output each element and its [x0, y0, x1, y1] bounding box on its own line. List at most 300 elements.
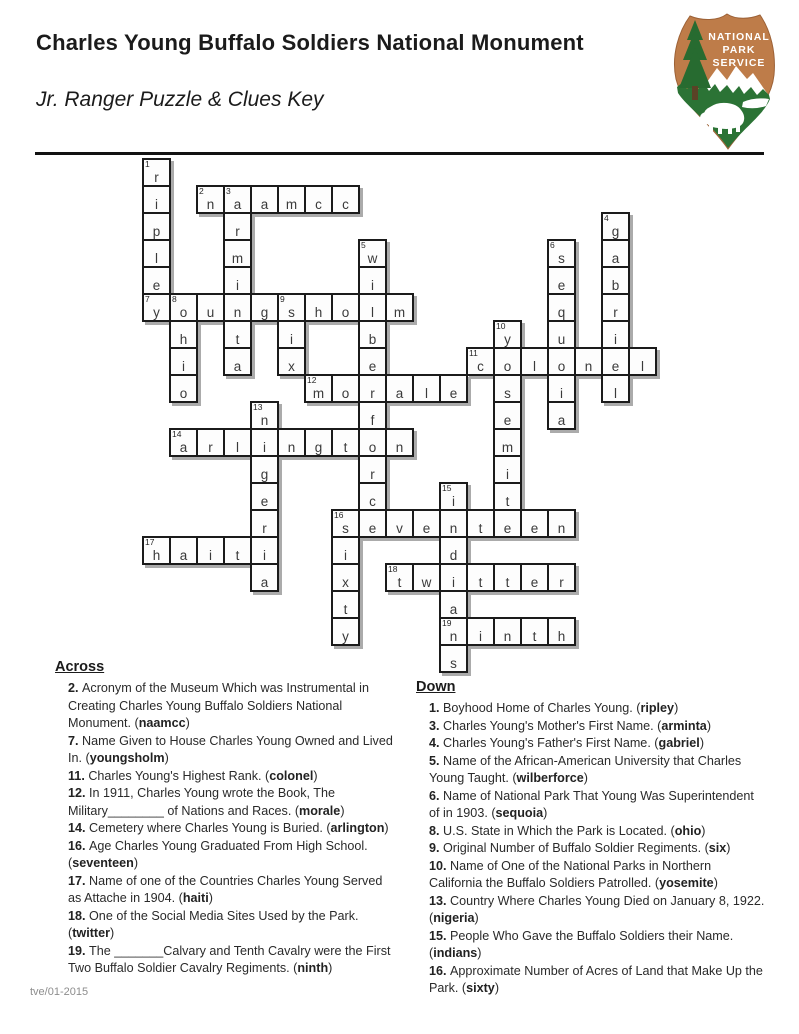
cell-letter: t [343, 439, 348, 455]
clue-close-paren: ) [713, 876, 718, 890]
cell-letter: r [370, 466, 375, 482]
clue-item [68, 908, 397, 943]
page-subtitle: Jr. Ranger Puzzle & Clues Key [36, 88, 324, 111]
clue-text: Boyhood Home of Charles Young. ( [443, 701, 641, 715]
cell-letter: u [557, 331, 566, 347]
grid-cell [439, 644, 468, 673]
clue-text: One of the Social Media Sites Used by the Park. ( [68, 908, 359, 940]
grid-cell [250, 401, 279, 430]
cell-letter: s [558, 250, 565, 266]
grid-cell [466, 563, 495, 592]
clue-number: 10. [429, 858, 451, 873]
cell-number: 19 [442, 618, 452, 628]
clue-number: 9. [429, 841, 444, 855]
cell-letter: h [314, 304, 323, 320]
cell-letter: r [613, 304, 618, 320]
grid-cell [358, 482, 387, 511]
grid-cell [385, 374, 414, 403]
grid-cell [304, 185, 333, 214]
cell-number: 12 [307, 375, 317, 385]
cell-letter: h [152, 547, 161, 563]
grid-cell [412, 374, 441, 403]
cell-letter: t [478, 520, 483, 536]
cell-letter: t [235, 547, 240, 563]
clue-text: Acronym of the Museum Which was Instrumental in Creating Charles Young Buffalo Soldiers National Monument. ( [68, 681, 369, 730]
footer-credit: tve/01-2015 [30, 986, 89, 998]
clue-close-paren: ) [706, 718, 712, 733]
grid-cell [169, 320, 198, 349]
clue-number: 4. [429, 736, 444, 750]
clue-text: Age Charles Young Graduated From High School. ( [68, 838, 368, 870]
cell-number: 14 [172, 429, 182, 439]
cell-letter: a [611, 250, 620, 266]
cell-letter: n [449, 520, 458, 536]
clue-answer: arlington [330, 821, 385, 835]
grid-cell [358, 455, 387, 484]
cell-letter: o [179, 385, 188, 401]
grid-cell [196, 428, 225, 457]
grid-cell [358, 374, 387, 403]
grid-cell [385, 428, 414, 457]
grid-cell [358, 320, 387, 349]
cell-number: 18 [388, 564, 398, 574]
cell-letter: a [260, 574, 269, 590]
grid-cell [331, 185, 360, 214]
cell-letter: s [450, 655, 457, 671]
cell-letter: e [368, 520, 377, 536]
grid-cell [385, 509, 414, 538]
clue-item [68, 785, 397, 820]
clue-answer: seventeen [72, 856, 134, 870]
grid-cell [547, 563, 576, 592]
clue-text: Country Where Charles Young Died on January 8, 1922. ( [429, 893, 765, 925]
cell-number: 10 [496, 321, 506, 331]
cell-letter: i [560, 385, 563, 401]
clue-answer: indians [433, 946, 478, 960]
clue-close-paren: ) [494, 981, 500, 995]
cell-letter: n [260, 412, 269, 428]
grid-cell [142, 185, 171, 214]
cell-letter: n [233, 304, 242, 320]
cell-letter: e [368, 358, 377, 374]
clue-number: 5. [429, 753, 444, 768]
grid-cell [142, 266, 171, 295]
clue-answer: ohio [674, 823, 702, 838]
clue-text: Original Number of Buffalo Soldier Regiments. ( [443, 841, 709, 855]
cell-number: 11 [469, 348, 478, 358]
cell-letter: i [452, 493, 455, 509]
grid-cell [466, 509, 495, 538]
grid-cell [331, 509, 360, 538]
cell-letter: b [368, 331, 377, 347]
cell-letter: o [341, 304, 350, 320]
cell-number: 1 [145, 159, 150, 169]
clue-close-paren: ) [384, 821, 389, 835]
cell-letter: c [477, 358, 484, 374]
down-heading: Down [416, 679, 456, 695]
clue-close-paren: ) [185, 716, 190, 730]
clue-number: 11. [68, 768, 89, 783]
cell-letter: b [611, 277, 620, 293]
clue-text: U.S. State in Which the Park is Located. ( [443, 823, 675, 838]
cell-letter: i [614, 331, 617, 347]
cell-letter: a [233, 358, 242, 374]
grid-cell [439, 617, 468, 646]
clue-answer: morale [299, 803, 341, 818]
grid-cell [304, 428, 333, 457]
cell-letter: m [501, 439, 514, 455]
cell-letter: i [236, 277, 239, 293]
cell-letter: a [260, 196, 269, 212]
cell-letter: n [206, 196, 215, 212]
cell-number: 4 [604, 213, 609, 223]
cell-letter: l [533, 358, 536, 374]
cell-letter: a [233, 196, 242, 212]
cell-letter: i [209, 547, 212, 563]
grid-cell [547, 320, 576, 349]
down-clues-section [416, 679, 766, 998]
clue-number: 13. [429, 893, 451, 908]
cell-letter: c [315, 196, 322, 212]
cell-letter: y [153, 304, 160, 320]
grid-cell [250, 428, 279, 457]
clue-answer: wilberforce [516, 771, 584, 785]
grid-cell [466, 617, 495, 646]
clue-close-paren: ) [701, 823, 706, 838]
grid-cell [169, 536, 198, 565]
cell-letter: r [235, 223, 240, 239]
clue-number: 2. [68, 681, 83, 695]
grid-cell [277, 347, 306, 376]
cell-number: 13 [253, 402, 263, 412]
grid-cell [601, 212, 630, 241]
clue-number: 1. [429, 701, 444, 715]
grid-cell [169, 374, 198, 403]
header-divider [35, 152, 764, 155]
grid-cell [223, 212, 252, 241]
clue-close-paren: ) [164, 751, 169, 765]
clue-answer: ninth [297, 961, 329, 975]
grid-cell [196, 536, 225, 565]
cell-letter: t [478, 574, 483, 590]
grid-cell [331, 293, 360, 322]
grid-cell [142, 536, 171, 565]
cell-letter: a [395, 385, 404, 401]
cell-letter: n [557, 520, 566, 536]
cell-letter: l [155, 250, 158, 266]
cell-letter: a [179, 547, 188, 563]
cell-letter: n [395, 439, 404, 455]
cell-letter: g [314, 439, 323, 455]
grid-cell [439, 482, 468, 511]
grid-cell [250, 509, 279, 538]
cell-letter: v [396, 520, 403, 536]
clue-item [429, 840, 766, 858]
cell-letter: i [182, 358, 185, 374]
grid-cell [493, 617, 522, 646]
cell-number: 8 [172, 294, 177, 304]
clue-answer: yosemite [659, 876, 714, 890]
grid-cell [223, 320, 252, 349]
grid-cell [223, 428, 252, 457]
clue-item [429, 735, 766, 753]
clue-text: Name of the African-American University that Charles Young Taught. ( [429, 753, 742, 785]
clue-number: 3. [429, 718, 444, 733]
cell-letter: s [342, 520, 349, 536]
grid-cell [601, 266, 630, 295]
cell-letter: s [288, 304, 295, 320]
cell-letter: e [557, 277, 566, 293]
clue-text: Name of National Park That Young Was Superintendent of in 1903. ( [429, 788, 754, 820]
cell-number: 16 [334, 510, 344, 520]
cell-letter: o [179, 304, 188, 320]
clue-close-paren: ) [674, 701, 679, 715]
cell-number: 6 [550, 240, 555, 250]
cell-letter: u [206, 304, 215, 320]
cell-letter: e [152, 277, 161, 293]
clue-number: 8. [429, 823, 444, 838]
cell-letter: l [236, 439, 239, 455]
clue-answer: sequoia [495, 806, 544, 820]
grid-cell [466, 347, 495, 376]
clue-item [68, 680, 397, 733]
clue-answer: sixty [466, 981, 495, 995]
grid-cell [601, 374, 630, 403]
cell-letter: c [342, 196, 349, 212]
clue-item [429, 928, 766, 963]
clue-close-paren: ) [208, 891, 213, 905]
crossword-grid [142, 158, 657, 673]
grid-cell [439, 563, 468, 592]
clue-answer: six [708, 841, 727, 855]
clue-close-paren: ) [583, 771, 588, 785]
cell-letter: g [260, 304, 269, 320]
cell-number: 3 [226, 186, 231, 196]
clue-answer: ripley [640, 701, 675, 715]
cell-letter: l [641, 358, 644, 374]
clue-text: Charles Young's Highest Rank. ( [88, 768, 270, 783]
cell-letter: r [559, 574, 564, 590]
clue-item [429, 858, 766, 893]
clue-close-paren: ) [699, 736, 705, 750]
clue-text: The _______Calvary and Tenth Cavalry were the First Two Buffalo Soldier Cavalry Regiments. ( [68, 943, 391, 975]
grid-cell [493, 320, 522, 349]
cell-letter: e [611, 358, 620, 374]
cell-letter: t [505, 493, 510, 509]
clue-item [429, 753, 766, 788]
grid-cell [331, 590, 360, 619]
down-clue-list [416, 700, 766, 998]
cell-letter: i [479, 628, 482, 644]
clue-number: 6. [429, 788, 444, 803]
grid-cell [331, 428, 360, 457]
cell-letter: c [369, 493, 376, 509]
clue-text: Name of One of the National Parks in Northern California the Buffalo Soldiers Patrolled. ( [429, 858, 712, 890]
grid-cell [223, 293, 252, 322]
clue-text: In 1911, Charles Young wrote the Book, The Military________ of Nations and Races. ( [68, 786, 335, 818]
grid-cell [331, 563, 360, 592]
grid-cell [358, 347, 387, 376]
grid-cell [331, 536, 360, 565]
cell-letter: i [263, 439, 266, 455]
cell-letter: o [368, 439, 377, 455]
grid-cell [223, 536, 252, 565]
cell-letter: f [370, 412, 375, 428]
cell-letter: e [503, 412, 512, 428]
clue-text: Charles Young's Father's First Name. ( [443, 736, 659, 750]
grid-cell [493, 401, 522, 430]
grid-cell [250, 185, 279, 214]
clue-answer: twitter [72, 926, 110, 940]
cell-letter: t [235, 331, 240, 347]
cell-letter: h [557, 628, 566, 644]
grid-cell [331, 374, 360, 403]
grid-cell [385, 563, 414, 592]
clue-number: 17. [68, 873, 90, 888]
grid-cell [250, 563, 279, 592]
clue-number: 18. [68, 908, 90, 923]
grid-cell [520, 509, 549, 538]
cell-letter: o [503, 358, 512, 374]
cell-letter: w [367, 250, 378, 266]
clue-text: Approximate Number of Acres of Land that Make Up the Park. ( [429, 963, 763, 995]
clue-close-paren: ) [543, 806, 548, 820]
across-clue-list [55, 680, 397, 978]
grid-cell [547, 509, 576, 538]
clue-answer: colonel [269, 768, 314, 783]
cell-number: 7 [145, 294, 150, 304]
cell-letter: i [452, 574, 455, 590]
cell-letter: a [557, 412, 566, 428]
grid-cell [520, 617, 549, 646]
cell-letter: n [584, 358, 593, 374]
cell-letter: m [285, 196, 298, 212]
cell-letter: l [425, 385, 428, 401]
cell-letter: i [155, 196, 158, 212]
cell-letter: e [422, 520, 431, 536]
cell-letter: m [231, 250, 244, 266]
grid-cell [250, 455, 279, 484]
grid-cell [547, 374, 576, 403]
grid-cell [412, 509, 441, 538]
clue-close-paren: ) [313, 768, 318, 783]
grid-cell [277, 293, 306, 322]
grid-cell [196, 293, 225, 322]
cell-letter: t [505, 574, 510, 590]
clue-close-paren: ) [328, 961, 333, 975]
grid-cell [223, 239, 252, 268]
cell-letter: i [506, 466, 509, 482]
cell-letter: l [614, 385, 617, 401]
grid-cell [439, 590, 468, 619]
cell-letter: a [449, 601, 458, 617]
across-clues-section [55, 659, 397, 978]
grid-cell [574, 347, 603, 376]
cell-letter: e [530, 520, 539, 536]
grid-cell [628, 347, 657, 376]
grid-cell [358, 428, 387, 457]
grid-cell [169, 293, 198, 322]
cell-letter: p [152, 223, 161, 239]
cell-number: 9 [280, 294, 285, 304]
grid-cell [601, 347, 630, 376]
grid-cell [493, 374, 522, 403]
clue-number: 19. [68, 943, 90, 958]
grid-cell [277, 185, 306, 214]
clue-number: 15. [429, 928, 451, 943]
grid-cell [250, 482, 279, 511]
grid-cell [142, 293, 171, 322]
grid-cell [493, 428, 522, 457]
grid-cell [547, 293, 576, 322]
clue-number: 16. [429, 963, 451, 978]
grid-cell [358, 509, 387, 538]
grid-cell [223, 185, 252, 214]
cell-letter: d [449, 547, 458, 563]
grid-cell [547, 239, 576, 268]
grid-cell [142, 239, 171, 268]
cell-letter: m [393, 304, 406, 320]
grid-cell [601, 293, 630, 322]
clue-item [68, 943, 397, 978]
grid-cell [277, 428, 306, 457]
cell-letter: y [504, 331, 511, 347]
cell-letter: h [179, 331, 188, 347]
clue-text: Charles Young's Mother's First Name. ( [443, 718, 662, 733]
cell-letter: o [341, 385, 350, 401]
clue-text: Name Given to House Charles Young Owned and Lived In. ( [68, 733, 393, 765]
clue-item [68, 873, 397, 908]
cell-letter: r [154, 169, 159, 185]
grid-cell [547, 266, 576, 295]
cell-letter: i [371, 277, 374, 293]
cell-letter: e [530, 574, 539, 590]
clue-item [429, 963, 766, 998]
cell-letter: r [370, 385, 375, 401]
logo-text-park: PARK [722, 44, 756, 56]
cell-letter: t [397, 574, 402, 590]
grid-cell [169, 347, 198, 376]
cell-number: 5 [361, 240, 366, 250]
clue-item [68, 838, 397, 873]
grid-cell [250, 293, 279, 322]
logo-text-national: NATIONAL [708, 31, 770, 43]
clue-number: 14. [68, 821, 90, 835]
cell-letter: q [557, 304, 566, 320]
cell-letter: y [342, 628, 349, 644]
cell-number: 17 [145, 537, 155, 547]
cell-letter: g [611, 223, 620, 239]
grid-cell [304, 374, 333, 403]
clue-close-paren: ) [477, 946, 482, 960]
grid-cell [304, 293, 333, 322]
grid-cell [142, 212, 171, 241]
clue-answer: arminta [661, 718, 707, 733]
grid-cell [493, 347, 522, 376]
cell-letter: o [557, 358, 566, 374]
clue-answer: haiti [182, 891, 209, 905]
cell-letter: x [288, 358, 295, 374]
cell-letter: i [344, 547, 347, 563]
grid-cell [385, 293, 414, 322]
grid-cell [358, 401, 387, 430]
cell-letter: a [179, 439, 188, 455]
cell-letter: i [263, 547, 266, 563]
clue-number: 12. [68, 786, 90, 800]
grid-cell [493, 455, 522, 484]
page-title: Charles Young Buffalo Soldiers National Monument [36, 30, 584, 55]
nps-arrowhead-logo [657, 8, 797, 156]
